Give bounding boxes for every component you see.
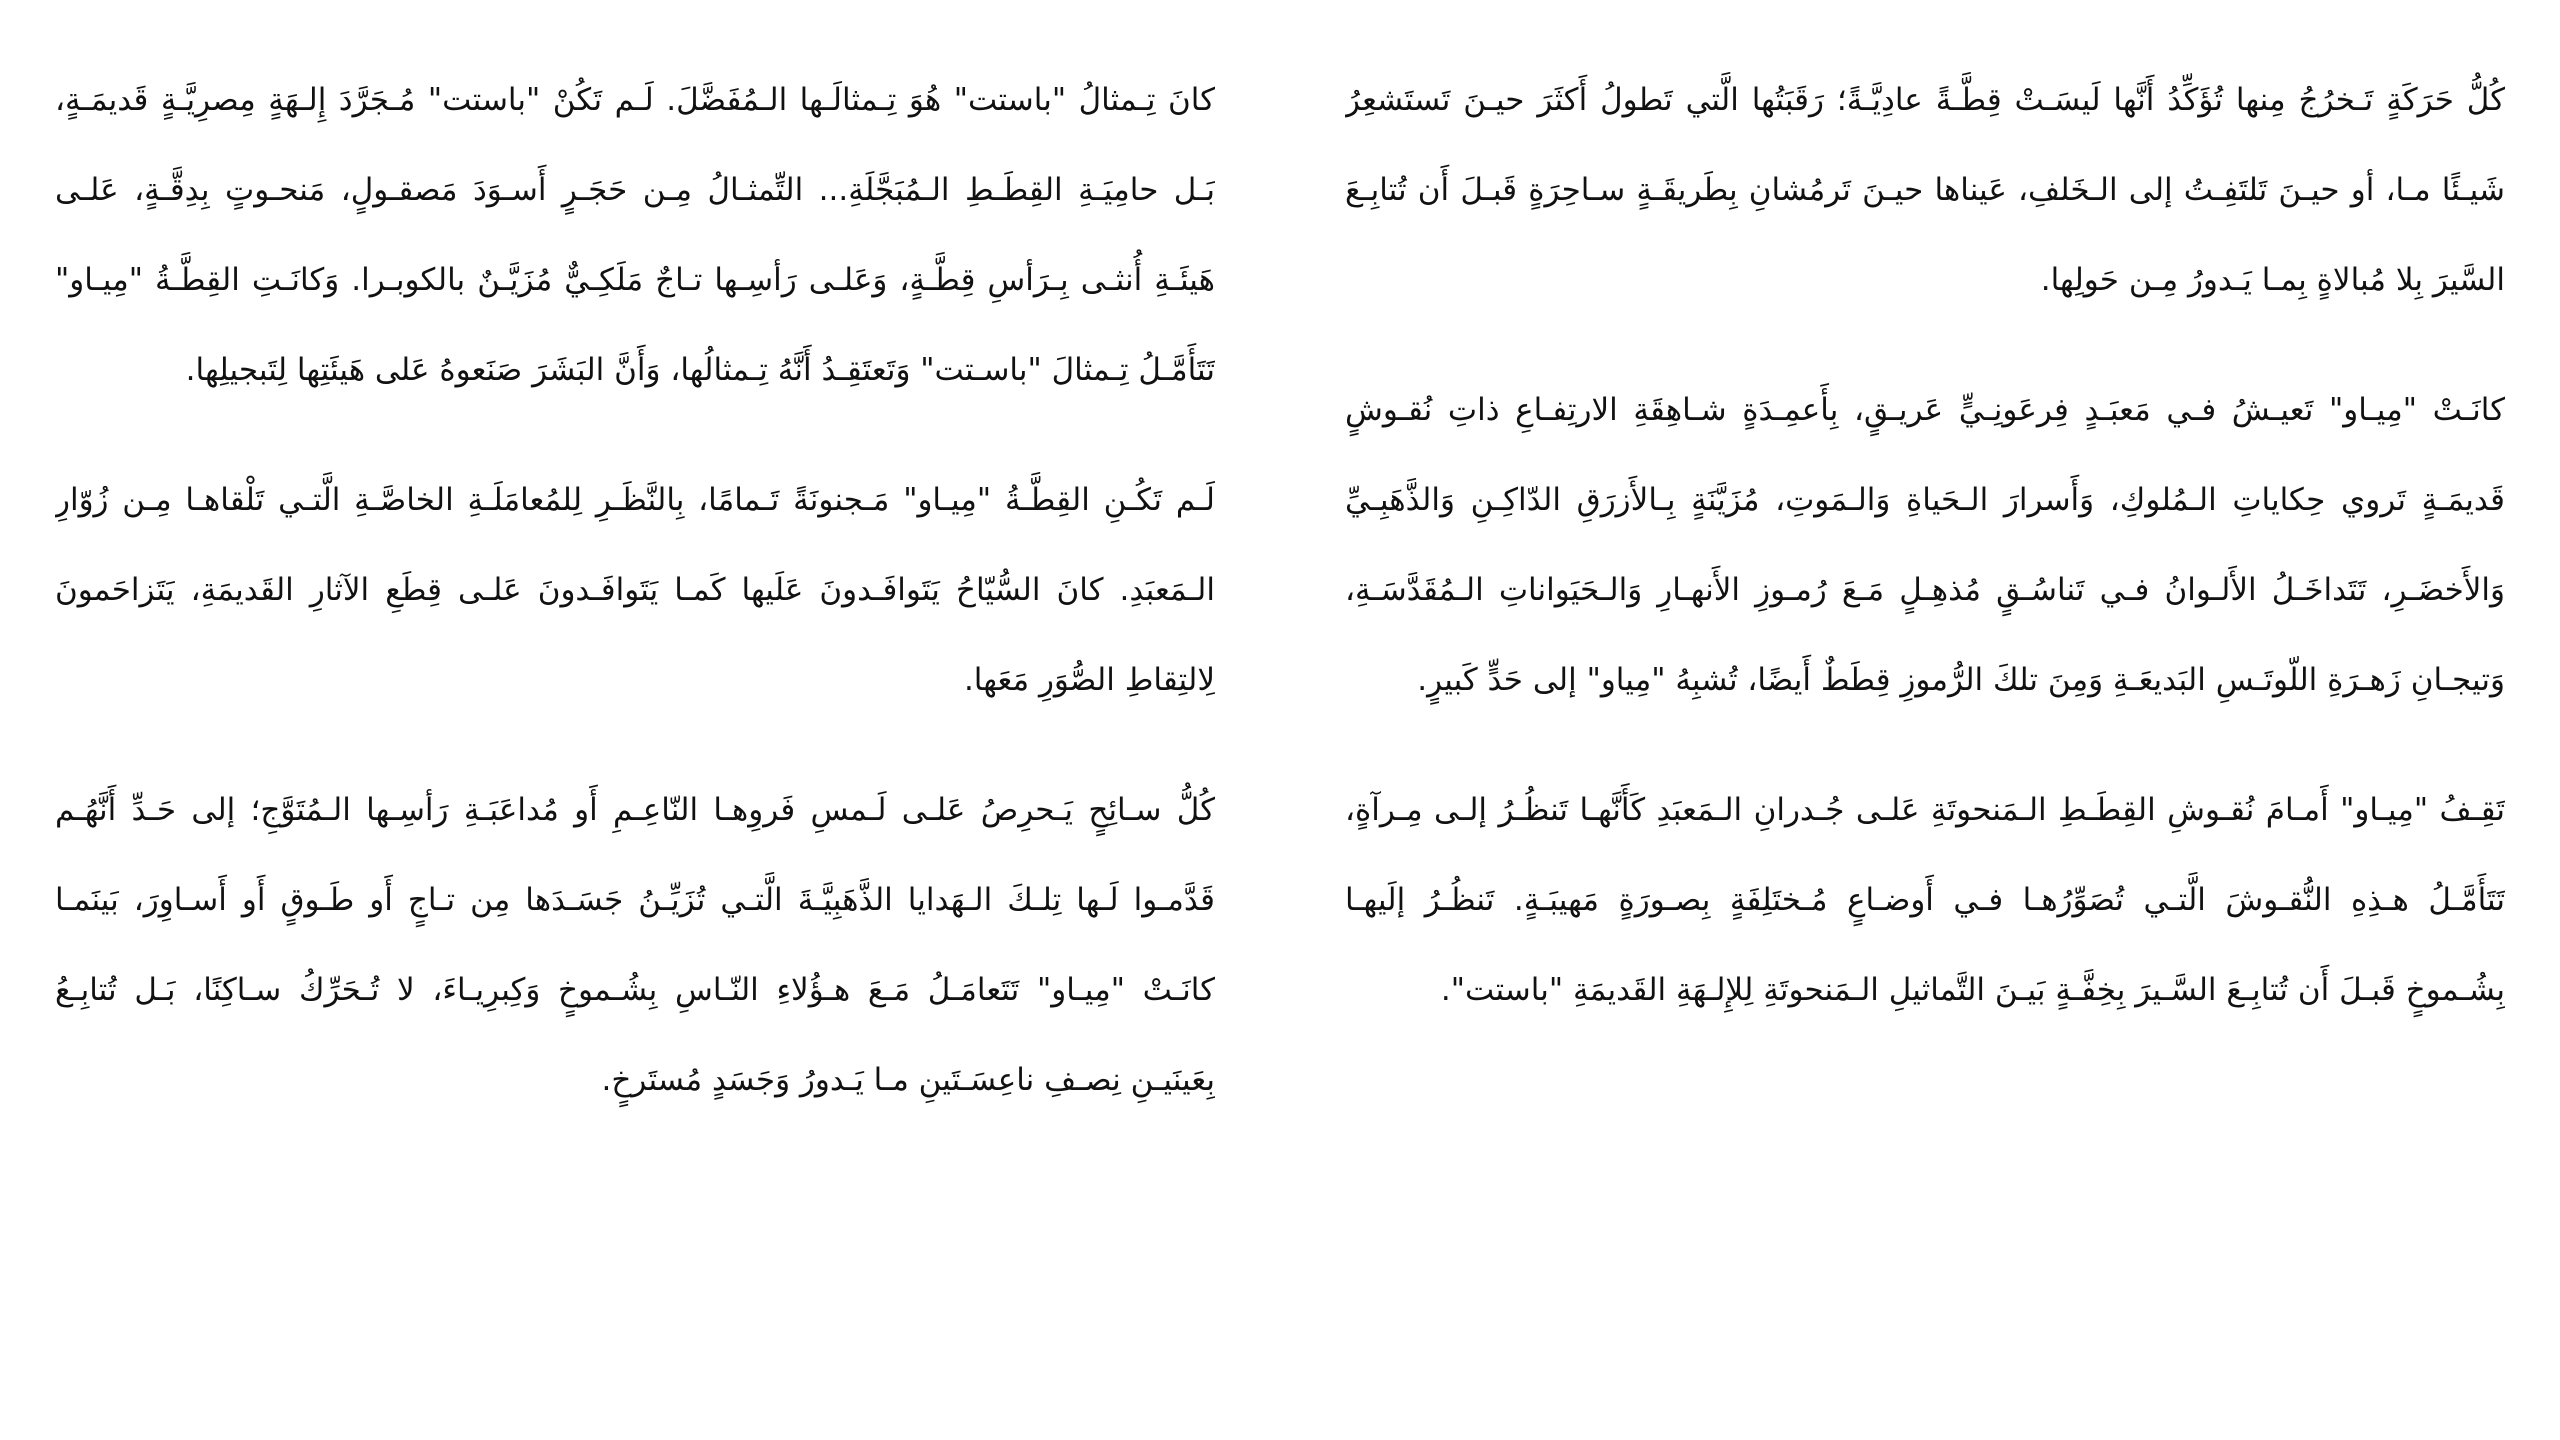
- right-paragraph-3: تَقِـفُ "مِيـاو" أَمـامَ نُقـوشِ القِطَـطِ الـمَنحوتَةِ عَلـى جُـدرانِ الـمَعبَدِ كَأَنَّهـا تَنظُـرُ إلـى مِـرآةٍ، تَتَأَمَّـلُ هـذِهِ النُّقـوشَ الَّتـي تُصَوِّرُهـا فـي أَوضـاعٍ مُـختَلِفَةٍ بِصـورَةٍ مَهيبَـةٍ. تَنظُـرُ إلَيهـا بِشُـموخٍ قَبـلَ أَن تُتابِـعَ السَّـيرَ بِخِفَّـةٍ بَيـنَ التَّماثيلِ الـمَنحوتَةِ لِلإِلـهَةِ القَديمَةِ "باستت".: [1345, 792, 2505, 1008]
- left-paragraph-2: لَـم تَكُـنِ القِطَّـةُ "مِيـاو" مَـجنونَةً تَـمامًا، بِالنَّظَـرِ لِلمُعامَلَـةِ الخاصَّـةِ الَّتـي تَلْقاهـا مِـن زُوّارِ الـمَعبَدِ. كانَ السُّيّاحُ يَتَوافَـدونَ عَلَيها كَمـا يَتَوافَـدونَ عَلـى قِطَعِ الآثارِ القَديمَةِ، يَتَزاحَمونَ لِالتِقاطِ الصُّوَرِ مَعَها.: [55, 482, 1215, 698]
- book-spread: [55, 55, 2505, 1395]
- left-paragraph-1: كانَ تِـمثالُ "باستت" هُوَ تِـمثالَـها الـمُفَضَّلَ. لَـم تَكُنْ "باستت" مُـجَرَّدَ إِلـهَةٍ مِصرِيَّـةٍ قَديمَـةٍ، بَـل حامِيَـةِ القِطَـطِ الـمُبَجَّلَةِ... التِّمثـالُ مِـن حَجَـرٍ أَسـوَدَ مَصقـولٍ، مَنحـوتٍ بِدِقَّـةٍ، عَلـى هَيئَـةِ أُنثـى بِـرَأسِ قِطَّـةٍ، وَعَلـى رَأسِـها تـاجٌ مَلَكِـيٌّ مُزَيَّـنٌ بالكوبـرا. وَكانَـتِ القِطَّـةُ "مِيـاو" تَتَأَمَّـلُ تِـمثالَ "باسـتت" وَتَعتَقِـدُ أَنَّهُ تِـمثالُها، وَأَنَّ البَشَرَ صَنَعوهُ عَلى هَيئَتِها لِتَبجيلِها.: [55, 82, 1215, 388]
- left-paragraph-3: كُلُّ سـائِحٍ يَـحرِصُ عَلـى لَـمسِ فَروِهـا النّاعِـمِ أَو مُداعَبَـةِ رَأسِـها الـمُتَوَّجِ؛ إلى حَـدِّ أَنَّهُـم قَدَّمـوا لَـها تِلـكَ الـهَدايا الذَّهَبِيَّـةَ الَّتـي تُزَيِّـنُ جَسَـدَها مِن تـاجٍ أَو طَـوقٍ أَو أَسـاوِرَ، بَينَمـا كانَـتْ "مِيـاو" تَتَعامَـلُ مَـعَ هـؤُلاءِ النّـاسِ بِشُـموخٍ وَكِبرِيـاءَ، لا تُـحَرِّكُ سـاكِنًا، بَـل تُتابِـعُ بِعَينَيـنِ نِصـفِ ناعِسَـتَينِ مـا يَـدورُ وَجَسَدٍ مُستَرخٍ.: [55, 792, 1215, 1098]
- right-page: [1345, 55, 2505, 1395]
- left-page: [55, 55, 1215, 1395]
- right-paragraph-2: كانَـتْ "مِيـاو" تَعيـشُ فـي مَعبَـدٍ فِرعَونِـيٍّ عَريـقٍ، بِأَعمِـدَةٍ شـاهِقَةِ الارتِفـاعِ ذاتِ نُقـوشٍ قَديمَـةٍ تَروي حِكاياتِ الـمُلوكِ، وَأَسرارَ الـحَياةِ وَالـمَوتِ، مُزَيَّنَةٍ بِـالأَزرَقِ الدّاكِـنِ وَالذَّهَبِـيِّ وَالأَخضَـرِ، تَتَداخَـلُ الأَلـوانُ فـي تَناسُـقٍ مُذهِـلٍ مَـعَ رُمـوزِ الأَنهـارِ وَالـحَيَواناتِ الـمُقَدَّسَـةِ، وَتيجـانِ زَهـرَةِ اللّوتَـسِ البَديعَـةِ وَمِنَ تلكَ الرُّموزِ قِطَطٌ أَيضًا، تُشبِهُ "مِياو" إلى حَدٍّ كَبيرٍ.: [1345, 392, 2505, 698]
- right-paragraph-1: كُلُّ حَرَكَةٍ تَـخرُجُ مِنها تُؤَكِّدُ أَنَّها لَيسَـتْ قِطَّـةً عادِيَّـةً؛ رَقَبَتُها الَّتي تَطولُ أَكثَرَ حيـنَ تَستَشعِرُ شَيـئًا مـا، أو حيـنَ تَلتَفِـتُ إلى الـخَلفِ، عَيناها حيـنَ تَرمُشانِ بِطَريقَـةٍ سـاحِرَةٍ قَبـلَ أَن تُتابِـعَ السَّيرَ بِلا مُبالاةٍ بِمـا يَـدورُ مِـن حَولِها.: [1345, 82, 2505, 298]
